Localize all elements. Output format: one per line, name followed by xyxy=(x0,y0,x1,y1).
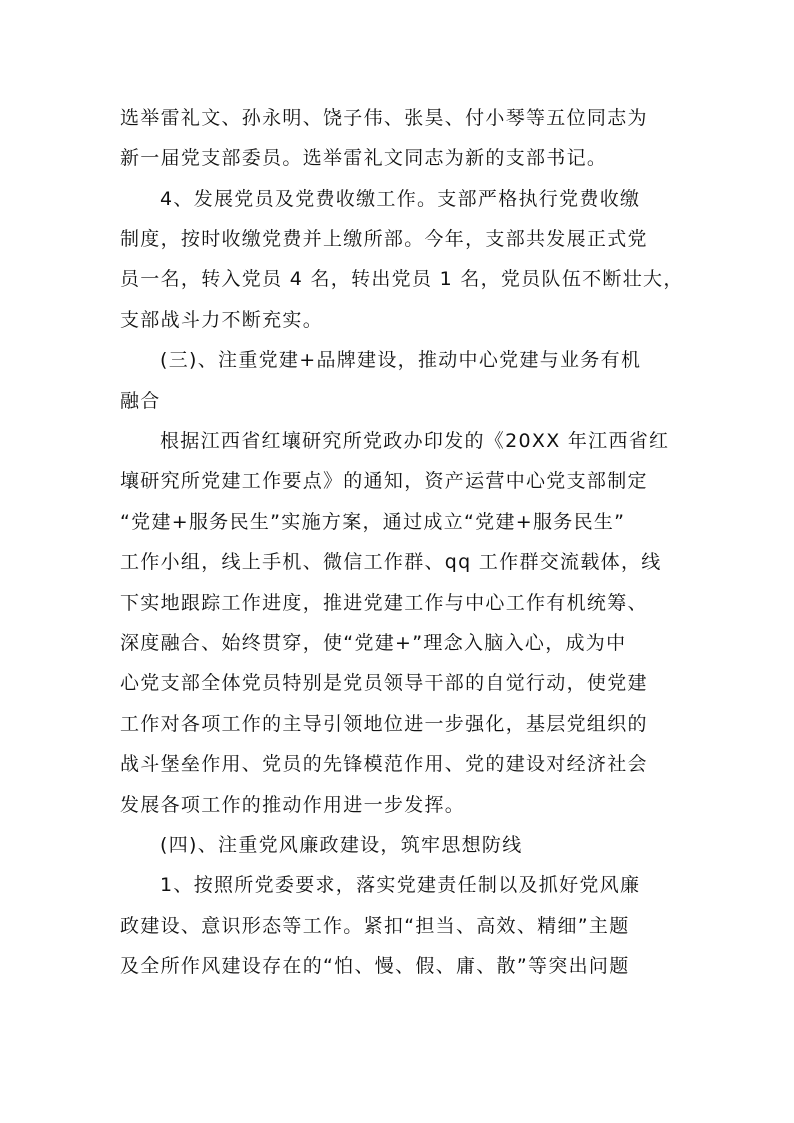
body-line: 工作对各项工作的主导引领地位进一步强化，基层党组织的 xyxy=(120,713,648,735)
body-line: 战斗堡垒作用、党员的先锋模范作用、党的建设对经济社会 xyxy=(120,753,648,775)
body-line: 发展各项工作的推动作用进一步发挥。 xyxy=(120,794,466,816)
body-line: 根据江西省红壤研究所党政办印发的《20XX 年江西省红 xyxy=(160,430,670,452)
section-heading: (三)、注重党建+品牌建设，推动中心党建与业务有机 xyxy=(160,349,642,371)
body-line: 支部战斗力不断充实。 xyxy=(120,309,324,331)
body-line: 政建设、意识形态等工作。紧扣“担当、高效、精细”主题 xyxy=(120,915,630,937)
body-line: 4、发展党员及党费收缴工作。支部严格执行党费收缴 xyxy=(160,188,641,210)
body-line: 1、按照所党委要求，落实党建责任制以及抓好党风廉 xyxy=(160,874,641,896)
body-line: 员一名，转入党员 4 名，转出党员 1 名，党员队伍不断壮大， xyxy=(120,268,684,290)
body-line: 选举雷礼文、孙永明、饶子伟、张昊、付小琴等五位同志为 xyxy=(120,107,648,129)
body-line: 制度，按时收缴党费并上缴所部。今年，支部共发展正式党 xyxy=(120,228,648,250)
body-line: 深度融合、始终贯穿，使“党建+”理念入脑入心，成为中 xyxy=(120,632,627,654)
body-line: 新一届党支部委员。选举雷礼文同志为新的支部书记。 xyxy=(120,147,608,169)
body-line: 及全所作风建设存在的“怕、慢、假、庸、散”等突出问题 xyxy=(120,955,630,977)
body-line: 壤研究所党建工作要点》的通知，资产运营中心党支部制定 xyxy=(120,470,648,492)
section-heading: 融合 xyxy=(120,390,161,412)
body-line: 工作小组，线上手机、微信工作群、qq 工作群交流载体，线 xyxy=(120,551,662,573)
body-line: 下实地跟踪工作进度，推进党建工作与中心工作有机统筹、 xyxy=(120,592,648,614)
body-line: 心党支部全体党员特别是党员领导干部的自觉行动，使党建 xyxy=(120,672,648,694)
body-line: “党建+服务民生”实施方案，通过成立“党建+服务民生” xyxy=(120,511,626,533)
section-heading: (四)、注重党风廉政建设，筑牢思想防线 xyxy=(160,834,523,856)
